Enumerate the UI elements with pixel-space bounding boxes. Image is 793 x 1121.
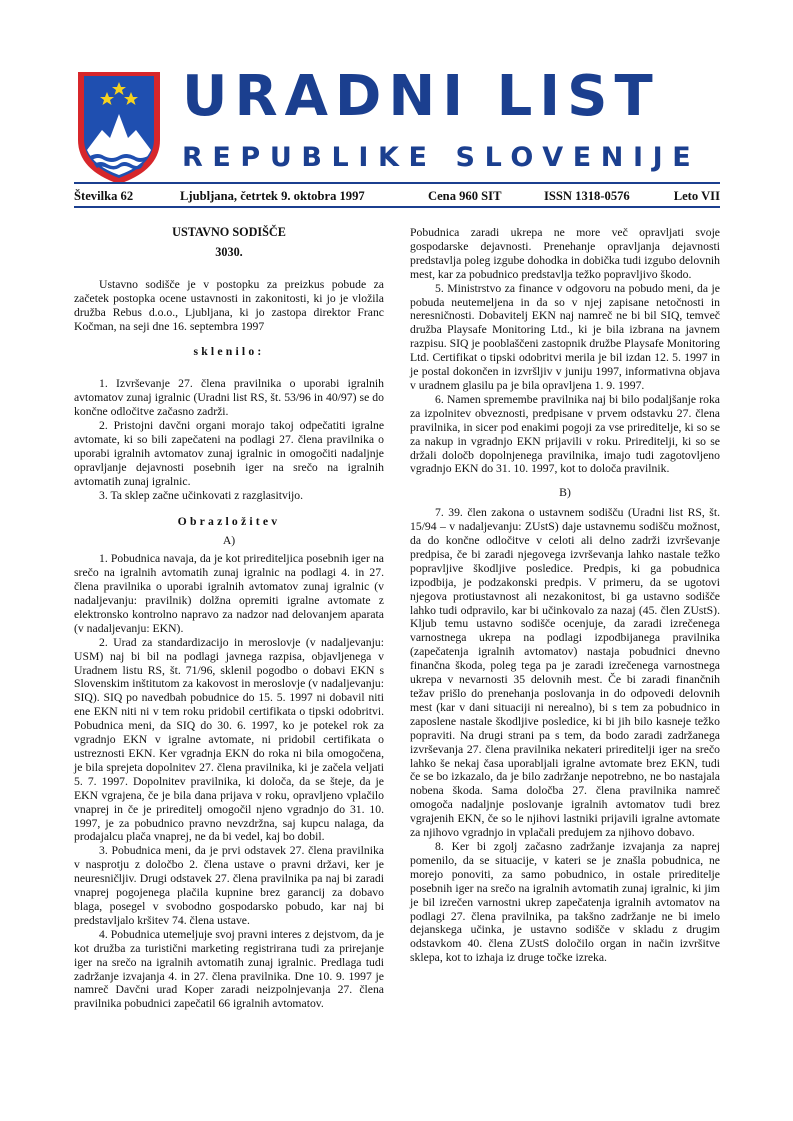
right-column <box>410 226 720 965</box>
section-heading: USTAVNO SODIŠČE <box>172 225 286 239</box>
masthead-title: URADNI LIST <box>182 64 660 129</box>
issn: ISSN 1318-0576 <box>544 189 630 203</box>
act-number: 3030. <box>215 244 243 259</box>
paragraph-4-continued: Pobudnica zaradi ukrepa ne more več opravljati svoje gospodarske dejavnosti. Prenehanje opravljanja dejavnosti predstavlja poleg izgube dohodka in dobička tudi izgubo delovnih mest, kar za pobudnico predstavlja težko popravljivo škodo. <box>410 226 720 281</box>
paragraph-4: 4. Pobudnica utemeljuje svoj pravni interes z dejstvom, da je kot družba za turistični marketing registrirana tudi za prirejanje iger na srečo na igralnih avtomatih zunaj igralnic. Predlaga tudi zadržanje izvajanja 4. in 27. člena pravilnika. Dne 10. 9. 1997 je namreč Davčni urad Koper zaradi neizpolnjevanja 27. člena pravilnika pobudnici zapečatil 66 igralnih avtomatov. <box>74 927 384 1011</box>
decision-2: 2. Pristojni davčni organi morajo takoj odpečatiti igralne avtomate, ki so bili zapečateni na podlagi 27. člena pravilnika o uporabi igralnih avtomatov zunaj igralnic in omogočiti nadaljnje opravljanje dejavnosti posebnih iger na srečo na igralnih avtomatih zunaj igralnic. <box>74 419 384 488</box>
masthead-subtitle: REPUBLIKE SLOVENIJE <box>182 142 701 173</box>
volume: Leto VII <box>673 189 720 203</box>
place-date: Ljubljana, četrtek 9. oktobra 1997 <box>180 189 365 203</box>
paragraph-7: 7. 39. člen zakona o ustavnem sodišču (Uradni list RS, št. 15/94 – v nadaljevanju: ZUstS) daje ustavnemu sodišču možnost, da do končne odločitve v celoti ali delno zadrži izvrševanje predpisa, če bi zaradi njegovega izvrševanja lahko nastale težko popravljive škodljive posledice. Predpis, ki ga pobudnica izpodbija, je podzakonski predpis. V primeru, da se ugotovi njegova protiustavnost ali nezakonitost, bi ga ustavno sodišče lahko tudi odpravilo, kar bi učinkovalo za nazaj (45. člen ZUstS). Kljub temu ustavno sodišče ocenjuje, da zaradi izrečenega varnostnega ukrepa na podlagi izpodbijanega pravilnika (zapečatenja igralnih avtomatov) nastaja pobudnici dnevno finančna škoda, poleg tega pa je zaradi izrečenega varnostnega ukrepa v nevarnosti 35 delovnih mest. Če bi zaradi finančnih težav prišlo do prenehanja poslovanja in do odpovedi delovnih mest (kar v dani situaciji ni nerealno), bi s tem za pobudnico in zaposlene nastale škodljive posledice, ki bi jih bilo kasneje težko popraviti. Na drugi strani pa s tem, da bodo zaradi zadržanega izvrševanja 27. člena pravilnika nekateri prireditelji iger na srečo lahko še nekaj časa uporabljali igralne avtomate brez EKN, tudi če se bo izkazalo, da je bilo zadržanje nepotrebno, ne bo nastajala nobena škoda. Sama določba 27. člena pravilnika namreč omogoča nadaljnje poslovanje igralnih avtomatov tudi brez vgrajenih EKN, če so le njihovi lastniki prijavili igralne avtomate za njihovo vgradnjo in vplačali predujem za njihovo dobavo. <box>410 506 720 840</box>
paragraph-5: 5. Ministrstvo za finance v odgovoru na pobudo meni, da je pobuda neutemeljena in da so v njej zapisane netočnosti in neresničnosti. Dobavitelj EKN naj namreč ne bi bil SIQ, temveč družba Playsafe Monitoring Ltd., ki je bila izbrana na javnem razpisu. SIQ je pooblaščeni zastopnik družbe Playsafe Monitoring Ltd. Certifikat o tipski odobritvi merila je bil izdan 12. 5. 1997 in je postal dokončen in izvršljiv v juniju 1997, informativna objava v uradnem glasilu pa je bila opravljena 1. 9. 1997. <box>410 281 720 392</box>
paragraph-2: 2. Urad za standardizacijo in meroslovje (v nadaljevanju: USM) naj bi bil na podlagi javnega razpisa, objavljenega v Uradnem listu RS, št. 71/96, sklenil pogodbo o dobavi EKN s Slovenskim inštitutom za kakovost in meroslovje (v nadaljevanju: SIQ). SIQ po navedbah pobudnice do 15. 5. 1997 ni dobavil niti ene EKN niti ni v tem roku pridobil certifikata o tipski odobritvi. Pobudnica meni, da SIQ do 30. 6. 1997, ko je potekel rok za vgradnjo EKN v igralne avtomate, ni pridobil certifikata o ustreznosti EKN. Ker vgradnja EKN do roka ni bila omogočena, je bila sprejeta dopolnitev 27. člena pravilnika, ki je začela veljati 5. 7. 1997. Dopolnitev pravilnika, ki določa, da se šteje, da je EKN vgrajena, če je bila dana prijava v roku, opravljeno vplačilo vnaprej in če je prireditelj omogočil njeno vgradnjo do 31. 10. 1997, je za pobudnico pravno nevzdržna, saj kupcu nalaga, da prodajalcu plača vnaprej, ne da bi vedel, kaj bo dobil. <box>74 635 384 844</box>
top-rule <box>74 182 720 184</box>
section-b: B) <box>559 486 571 500</box>
issue-bar <box>74 187 720 205</box>
issue-number: Številka 62 <box>74 189 134 203</box>
sklenilo-heading: sklenilo: <box>193 345 265 359</box>
decision-3: 3. Ta sklep začne učinkovati z razglasitvijo. <box>99 488 304 502</box>
reasoning-heading: Obrazložitev <box>177 514 281 528</box>
section-a: A) <box>222 534 236 548</box>
coat-of-arms-icon <box>74 70 164 186</box>
paragraph-6: 6. Namen spremembe pravilnika naj bi bilo podaljšanje roka za izpolnitev obveznosti, predpisane v prvem odstavku 27. člena pravilnika, in sicer pod enakimi pogoji za vse prireditelje, ki so se za nakup in vgradnjo EKN prijavili v roku. Prireditelji, ki so se držali določb dopolnjenega pravilnika, imajo tudi zagotovljeno vgradnjo EKN do 31. 10. 1997, kot to določa pravilnik. <box>410 392 720 476</box>
price: Cena 960 SIT <box>428 189 502 203</box>
bottom-rule <box>74 206 720 208</box>
paragraph-8: 8. Ker bi zgolj začasno zadržanje izvajanja za naprej pomenilo, da se situacije, v kateri se je znašla pobudnica, ne morejo ponoviti, za samo pobudnico, in ostale prireditelje posebnih iger na srečo na igralnih avtomatih zunaj igralnic, ki jim je bil izrečen varnostni ukrep zapečatenja igralnih avtomatov na podlagi 27. člena pravilnika, pa takšno zadržanje ne bi imelo dejanskega učinka, je ustavno sodišče v skladu z drugim odstavkom 40. člena ZUstS določilo organ in način izvršitve sklepa, kot to izhaja iz druge točke izreka. <box>410 839 720 965</box>
decision-1: 1. Izvrševanje 27. člena pravilnika o uporabi igralnih avtomatov zunaj igralnic (Uradni list RS, št. 53/96 in 40/97) se do končne odločitve začasno zadrži. <box>74 377 384 419</box>
paragraph-1: 1. Pobudnica navaja, da je kot prirediteljica posebnih iger na srečo na igralnih avtomatih zunaj igralnic na podlagi 4. in 27. člena pravilnika o uporabi igralnih avtomatov zunaj igralnic (v nadaljevanju: pravilnik) dolžna opremiti igralne avtomate z elektronsko kontrolno napravo za nadzor nad delovanjem aparata (v nadaljevanju: EKN). <box>74 552 384 635</box>
paragraph-3: 3. Pobudnica meni, da je prvi odstavek 27. člena pravilnika v nasprotju z določbo 2. člena ustave o pravni državi, ker je neuresničljiv. Drugi odstavek 27. člena pravilnika pa naj bi zaradi vnaprej pogojenega plačila kupnine brez garancij za dobavo blaga, posegel v svobodno gospodarsko pobudo, kar naj bi predstavljalo kršitev 74. člena ustave. <box>74 844 384 927</box>
intro-paragraph: Ustavno sodišče je v postopku za preizkus pobude za začetek postopka ocene ustavnosti in zakonitosti, ki jo je vložila družba Rebus d.o.o., Ljubljana, ki jo zastopa direktor Franc Kočman, na seji dne 16. septembra 1997 <box>74 277 384 333</box>
left-column <box>74 226 384 1011</box>
